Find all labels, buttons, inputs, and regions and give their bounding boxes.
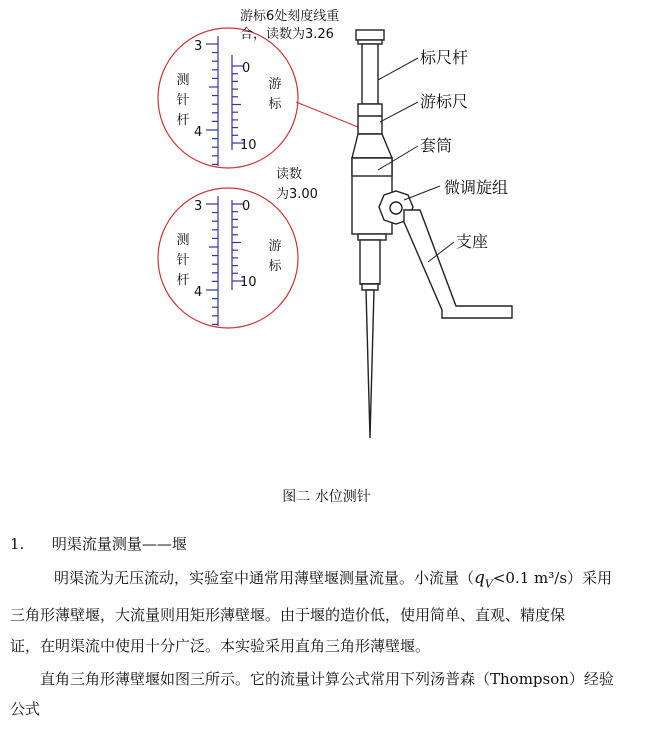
reading-note-top-line2: 合，读数为3.26 <box>240 27 334 42</box>
vernier-label-top-1: 游 <box>268 77 282 92</box>
q-subscript: V <box>484 577 493 591</box>
section-heading <box>10 533 187 554</box>
p1-text-b: <0.1 m³/s）采用 <box>492 569 613 587</box>
needle <box>366 290 374 438</box>
callout-base: 支座 <box>456 232 489 251</box>
q-letter: q <box>474 568 485 588</box>
scale-top <box>206 36 244 166</box>
rod-label-top-2: 针 <box>176 93 190 108</box>
lower-rod <box>360 240 380 284</box>
vernier-label-bottom-1: 游 <box>268 239 282 254</box>
paragraph-1-line-2: 三角形薄壁堰，大流量则用矩形薄壁堰。由于堰的造价低，使用简单、直观、精度保 <box>10 606 566 624</box>
scale-rod <box>362 44 378 104</box>
reading-note-mid-line2: 为3.00 <box>276 187 318 202</box>
rod-label-bottom-1: 测 <box>176 233 190 248</box>
figure-caption: 图二 水位测针 <box>282 489 371 505</box>
main-tick-label-top-3: 3 <box>194 39 203 54</box>
main-tick-label-bottom-4: 4 <box>194 285 203 300</box>
callout-knob: 微调旋组 <box>444 178 509 197</box>
paragraph-2-line-2: 公式 <box>10 700 41 718</box>
paragraph-1-line-1 <box>54 568 612 594</box>
callout-scale-rod: 标尺杆 <box>420 48 469 67</box>
rod-label-top-3: 杆 <box>176 113 190 128</box>
main-tick-label-bottom-3: 3 <box>194 199 203 214</box>
p1-text-a: 明渠流为无压流动，实验室中通常用薄壁堰测量流量。小流量（ <box>54 569 475 587</box>
vernier-tick-label-bottom-10: 10 <box>240 275 257 290</box>
paragraph-2-line-1: 直角三角形薄壁堰如图三所示。它的流量计算公式常用下列汤普森（Thompson）经验 <box>40 670 614 688</box>
vernier-tick-label-top-10: 10 <box>240 138 257 153</box>
rod-label-top-1: 测 <box>176 73 190 88</box>
vernier-tick-label-bottom-0: 0 <box>242 199 251 214</box>
flow-rate-symbol <box>474 568 493 591</box>
vernier-label-bottom-2: 标 <box>268 259 282 274</box>
vernier-tick-label-top-0: 0 <box>242 61 251 76</box>
vernier-scale <box>358 104 382 134</box>
vernier-label-top-2: 标 <box>268 97 282 112</box>
rod-label-bottom-2: 针 <box>176 253 190 268</box>
reading-note-top-line1: 游标6处刻度线重 <box>240 9 340 24</box>
scale-bottom <box>206 196 244 326</box>
section-number: 1. <box>10 535 25 553</box>
reading-note-mid-line1: 读数 <box>276 167 303 182</box>
paragraph-1-line-3: 证，在明渠流中使用十分广泛。本实验采用直角三角形薄壁堰。 <box>10 637 431 655</box>
support-base <box>404 210 512 318</box>
rod-cap <box>356 30 384 40</box>
main-tick-label-top-4: 4 <box>194 125 203 140</box>
section-title: 明渠流量测量——堰 <box>51 535 187 553</box>
callout-vernier: 游标尺 <box>420 92 469 111</box>
magnifier-leader <box>296 102 358 127</box>
callout-sleeve: 套筒 <box>420 136 453 155</box>
rod-label-bottom-3: 杆 <box>176 273 190 288</box>
